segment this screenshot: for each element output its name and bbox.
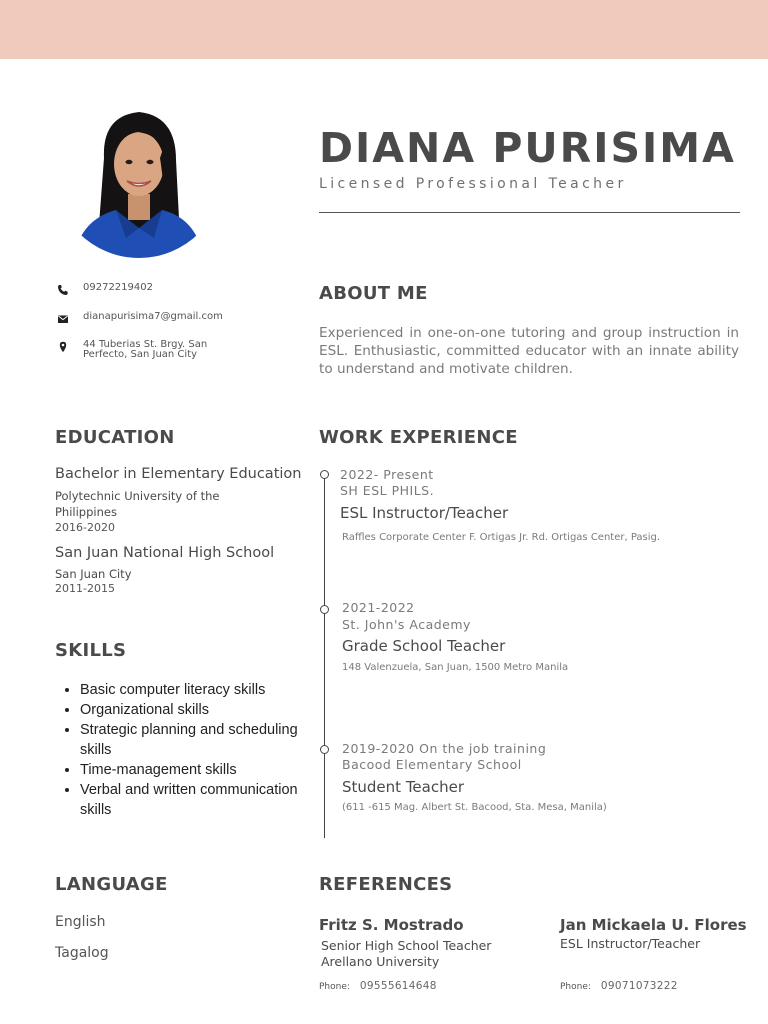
references-heading: REFERENCES bbox=[319, 874, 453, 895]
skill-item: • Basic computer literacy skills bbox=[80, 680, 310, 700]
reference-position: Senior High School Teacher bbox=[321, 938, 492, 953]
job-date: 2019-2020 On the job training bbox=[342, 741, 547, 756]
reference-name: Fritz S. Mostrado bbox=[319, 916, 464, 934]
skills-list bbox=[55, 680, 310, 820]
job-organization: St. John's Academy bbox=[342, 617, 471, 632]
contact-address bbox=[57, 340, 213, 360]
job-date: 2021-2022 bbox=[342, 600, 415, 615]
job-organization: SH ESL PHILS. bbox=[340, 483, 435, 498]
education-years: 2016-2020 bbox=[55, 521, 115, 534]
phone-icon bbox=[57, 284, 69, 296]
job-address: (611 -615 Mag. Albert St. Bacood, Sta. Mesa, Manila) bbox=[342, 802, 607, 813]
header-divider bbox=[319, 212, 740, 213]
job-organization: Bacood Elementary School bbox=[342, 757, 522, 772]
full-name: DIANA PURISIMA bbox=[319, 124, 736, 172]
job-address: 148 Valenzuela, San Juan, 1500 Metro Manila bbox=[342, 662, 569, 673]
education-school: Polytechnic University of the Philippines bbox=[55, 489, 220, 519]
skill-item: • Organizational skills bbox=[80, 700, 310, 720]
education-degree: Bachelor in Elementary Education bbox=[55, 466, 302, 482]
phone-label: Phone: bbox=[560, 982, 591, 992]
reference-phone bbox=[560, 974, 678, 993]
work-heading: WORK EXPERIENCE bbox=[319, 427, 518, 448]
job-role: ESL Instructor/Teacher bbox=[340, 504, 509, 522]
contact-phone bbox=[57, 283, 153, 296]
phone-number: 09555614648 bbox=[359, 980, 437, 992]
contact-email bbox=[57, 312, 223, 325]
envelope-icon bbox=[57, 313, 69, 325]
education-heading: EDUCATION bbox=[55, 427, 175, 448]
phone-number: 09272219402 bbox=[83, 282, 153, 293]
timeline-line bbox=[324, 476, 325, 838]
reference-name: Jan Mickaela U. Flores bbox=[560, 916, 747, 934]
reference-position: ESL Instructor/Teacher bbox=[560, 936, 701, 951]
timeline-dot bbox=[320, 470, 329, 479]
about-heading: ABOUT ME bbox=[319, 283, 428, 304]
job-address: Raffles Corporate Center F. Ortigas Jr. Rd. Ortigas Center, Pasig. bbox=[342, 532, 661, 543]
job-role: Grade School Teacher bbox=[342, 637, 506, 655]
skill-item: • Time-management skills bbox=[80, 760, 310, 780]
professional-title: Licensed Professional Teacher bbox=[319, 176, 627, 192]
reference-organization: Arellano University bbox=[321, 954, 440, 969]
language-item: Tagalog bbox=[55, 945, 109, 961]
location-pin-icon bbox=[57, 341, 69, 353]
job-role: Student Teacher bbox=[342, 778, 464, 796]
language-item: English bbox=[55, 914, 106, 930]
timeline-dot bbox=[320, 745, 329, 754]
skill-item: • Strategic planning and scheduling skills bbox=[80, 720, 310, 760]
profile-photo bbox=[54, 88, 224, 258]
education-school: San Juan City bbox=[55, 567, 132, 581]
education-degree: San Juan National High School bbox=[55, 545, 275, 561]
skill-item: • Verbal and written communication skills bbox=[80, 780, 310, 820]
home-address: 44 Tuberias St. Brgy. San Perfecto, San Juan City bbox=[83, 339, 208, 360]
top-band bbox=[0, 0, 768, 59]
reference-phone bbox=[319, 974, 437, 993]
education-years: 2011-2015 bbox=[55, 582, 115, 595]
job-date: 2022- Present bbox=[340, 467, 434, 482]
timeline-dot bbox=[320, 605, 329, 614]
skills-heading: SKILLS bbox=[55, 640, 127, 661]
about-text: Experienced in one-on-one tutoring and group instruction in ESL. Enthusiastic, committed educator with an innate ability to understand and motivate children. bbox=[319, 325, 739, 377]
phone-number: 09071073222 bbox=[600, 980, 678, 992]
phone-label: Phone: bbox=[319, 982, 350, 992]
email-address: dianapurisima7@gmail.com bbox=[83, 311, 223, 322]
language-heading: LANGUAGE bbox=[55, 874, 168, 895]
